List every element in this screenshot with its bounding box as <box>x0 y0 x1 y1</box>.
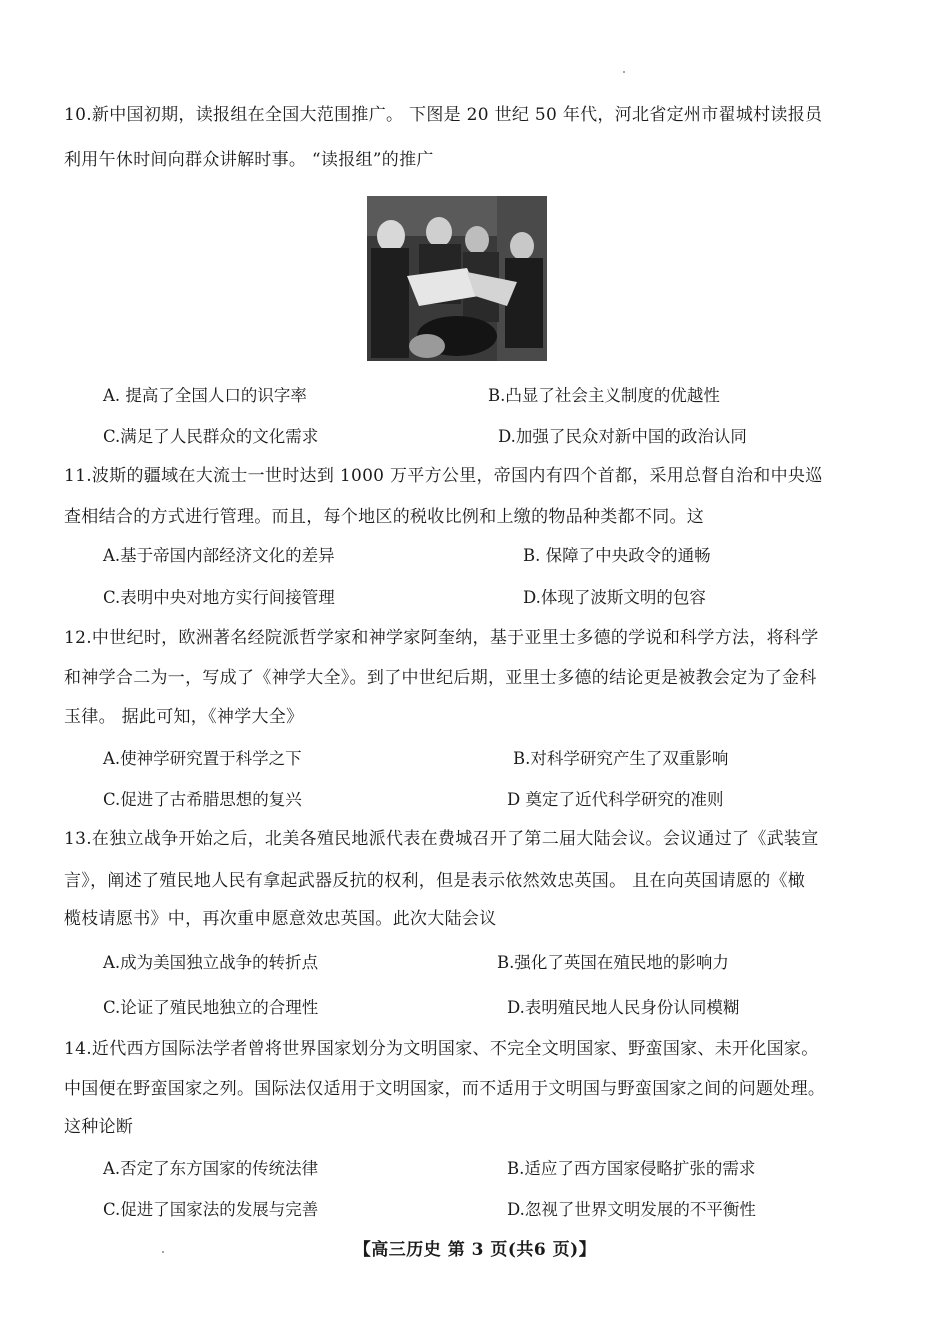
q11-option-c: C.表明中央对地方实行间接管理 <box>103 588 335 607</box>
q10-option-c: C.满足了人民群众的文化需求 <box>103 427 319 446</box>
q13-line-3: 榄枝请愿书》中，再次重申愿意效忠英国。此次大陆会议 <box>64 909 497 929</box>
q10-option-a: A. 提高了全国人口的识字率 <box>103 386 307 405</box>
q14-line-3: 这种论断 <box>64 1117 134 1137</box>
q12-line-1: 12.中世纪时，欧洲著名经院派哲学家和神学家阿奎纳，基于亚里士多德的学说和科学方法，将科学 <box>64 628 819 648</box>
q14-option-b: B.适应了西方国家侵略扩张的需求 <box>507 1159 756 1178</box>
q14-option-c: C.促进了国家法的发展与完善 <box>103 1200 319 1219</box>
q12-line-2: 和神学合二为一，写成了《神学大全》。到了中世纪后期，亚里士多德的结论更是被教会定为了金科 <box>64 668 817 688</box>
q11-option-b: B. 保障了中央政令的通畅 <box>523 546 711 565</box>
q13-line-1: 13.在独立战争开始之后，北美各殖民地派代表在费城召开了第二届大陆会议。会议通过了《武装宣 <box>64 829 819 849</box>
q11-line-2: 查相结合的方式进行管理。而且，每个地区的税收比例和上缴的物品种类都不同。这 <box>64 507 705 527</box>
scan-speck <box>623 71 625 73</box>
q10-option-b: B.凸显了社会主义制度的优越性 <box>488 386 720 405</box>
q12-option-b: B.对科学研究产生了双重影响 <box>513 749 729 768</box>
q11-option-d: D.体现了波斯文明的包容 <box>523 588 706 607</box>
q12-option-c: C.促进了古希腊思想的复兴 <box>103 790 302 809</box>
q12-option-d: D 奠定了近代科学研究的准则 <box>507 790 724 809</box>
q13-option-b: B.强化了英国在殖民地的影响力 <box>497 953 729 972</box>
newspaper-reading-photo <box>367 196 547 361</box>
q11-option-a: A.基于帝国内部经济文化的差异 <box>103 546 335 565</box>
q13-option-c: C.论证了殖民地独立的合理性 <box>103 998 319 1017</box>
q13-option-a: A.成为美国独立战争的转折点 <box>103 953 319 972</box>
q11-line-1: 11.波斯的疆域在大流士一世时达到 1000 万平方公里，帝国内有四个首都，采用总督自治和中央巡 <box>64 466 823 486</box>
q12-option-a: A.使神学研究置于科学之下 <box>103 749 302 768</box>
q14-option-d: D.忽视了世界文明发展的不平衡性 <box>507 1200 756 1219</box>
q10-option-d: D.加强了民众对新中国的政治认同 <box>498 427 747 446</box>
q10-line-2: 利用午休时间向群众讲解时事。 “读报组”的推广 <box>64 150 434 170</box>
q12-line-3: 玉律。 据此可知，《神学大全》 <box>64 707 304 727</box>
q14-option-a: A.否定了东方国家的传统法律 <box>103 1159 319 1178</box>
page-footer: 【高三历史 第 3 页(共6 页)】 <box>353 1240 597 1260</box>
q13-line-2: 言》，阐述了殖民地人民有拿起武器反抗的权利，但是表示依然效忠英国。 且在向英国请愿的《橄 <box>64 871 806 891</box>
q14-line-1: 14.近代西方国际法学者曾将世界国家划分为文明国家、不完全文明国家、野蛮国家、未开化国家。 <box>64 1039 819 1059</box>
q13-option-d: D.表明殖民地人民身份认同模糊 <box>507 998 740 1017</box>
q10-line-1: 10.新中国初期，读报组在全国大范围推广。 下图是 20 世纪 50 年代，河北省定州市翟城村读报员 <box>64 105 823 125</box>
q14-line-2: 中国便在野蛮国家之列。国际法仅适用于文明国家，而不适用于文明国与野蛮国家之间的问题处理。 <box>64 1079 826 1099</box>
